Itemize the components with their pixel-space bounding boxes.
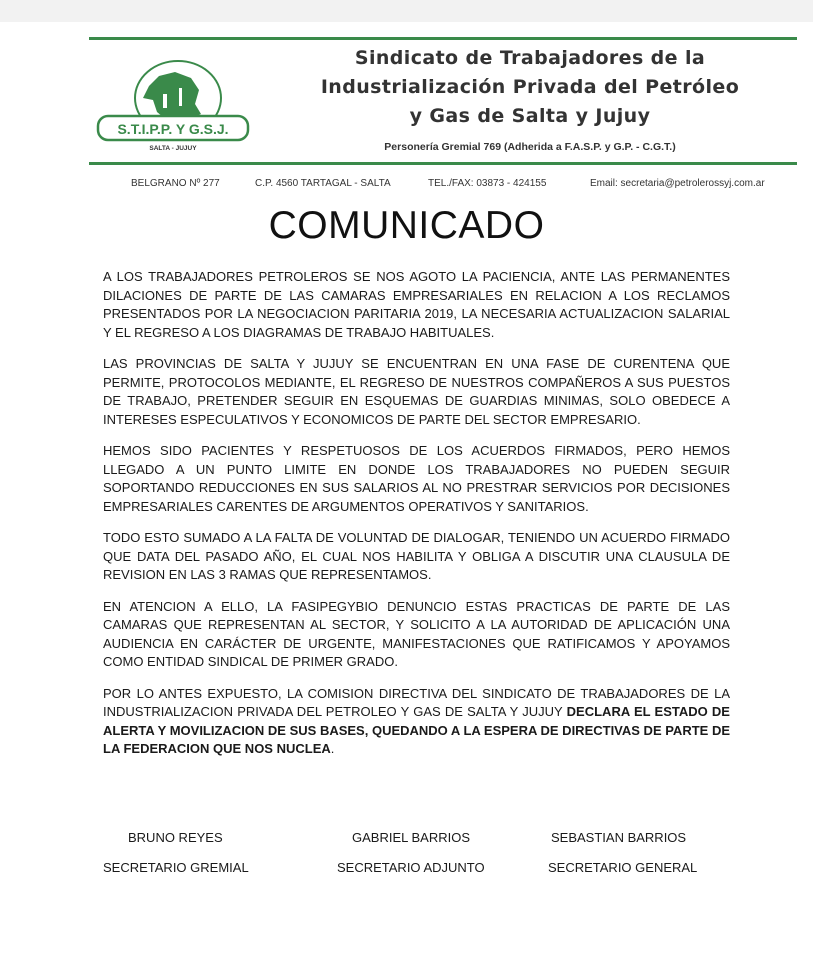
signature-name-3: SEBASTIAN BARRIOS xyxy=(551,830,687,845)
header-top-rule xyxy=(89,37,797,40)
document-title: COMUNICADO xyxy=(268,204,545,247)
union-logo xyxy=(95,58,250,153)
personeria-gremial: Personería Gremial 769 (Adherida a F.A.S.P. y G.P. - C.G.T.) xyxy=(384,141,676,153)
paragraph-3: HEMOS SIDO PACIENTES Y RESPETUOSOS DE LOS ACUERDOS FIRMADOS, PERO HEMOS LLEGADO A UN PUNTO LIMITE EN DONDE LOS TRABAJADORES NO PUEDEN SEGUIR SOPORTANDO REDUCCIONES EN SUS SALARIOS AL NO PRESTRAR SERVICIOS POR DECISIONES EMPRESARIALES CARENTES DE ARGUMENTOS OPERATIVOS Y SANITARIOS. xyxy=(103,443,730,514)
logo-subtext: SALTA - JUJUY xyxy=(149,145,197,152)
logo-text: S.T.I.P.P. Y G.S.J. xyxy=(117,121,229,137)
signature-role-2: SECRETARIO ADJUNTO xyxy=(337,860,485,875)
signature-role-1: SECRETARIO GREMIAL xyxy=(103,860,249,875)
signature-role-3: SECRETARIO GENERAL xyxy=(548,860,698,875)
union-name-line-2: Industrialización Privada del Petróleo xyxy=(320,76,740,98)
union-name-line-1: Sindicato de Trabajadores de la xyxy=(354,47,706,69)
document-body xyxy=(103,268,730,772)
union-name-line-3: y Gas de Salta y Jujuy xyxy=(409,105,651,127)
contact-phone: TEL./FAX: 03873 - 424155 xyxy=(428,178,547,189)
paragraph-4: TODO ESTO SUMADO A LA FALTA DE VOLUNTAD DE DIALOGAR, TENIENDO UN ACUERDO FIRMADO QUE DATA DEL PASADO AÑO, EL CUAL NOS HABILITA Y OBLIGA A DISCUTIR UNA CLAUSULA DE REVISION EN LAS 3 RAMAS QUE REPRESENTAMOS. xyxy=(103,530,730,582)
paragraph-6 xyxy=(103,685,730,759)
final-paragraph-end: . xyxy=(330,741,335,756)
top-band xyxy=(0,0,813,22)
oil-rig-icon xyxy=(163,94,167,108)
contact-address: BELGRANO Nº 277 xyxy=(131,178,220,189)
final-paragraph-declaration: DECLARA EL ESTADO DE ALERTA Y MOVILIZACION DE SUS BASES, QUEDANDO A LA ESPERA DE DIRECTIVAS DE PARTE DE LA FEDERACION QUE NOS NUCLEA xyxy=(103,704,730,756)
final-paragraph-text: POR LO ANTES EXPUESTO, LA COMISION DIRECTIVA DEL SINDICATO DE TRABAJADORES DE LA INDUSTRIALIZACION PRIVADA DEL PETROLEO Y GAS DE SALTA Y JUJUY xyxy=(103,685,730,719)
union-name xyxy=(320,44,740,131)
contact-email: Email: secretaria@petrolerossyj.com.ar xyxy=(590,178,765,189)
paragraph-2: LAS PROVINCIAS DE SALTA Y JUJUY SE ENCUENTRAN EN UNA FASE DE CURENTENA QUE PERMITE, PROTOCOLOS MEDIANTE, EL REGRESO DE NUESTROS COMPAÑEROS A SUS PUESTOS DE TRABAJO, PRETENDER SEGUIR EN ESQUEMAS DE GUARDIAS MINIMAS, SOLO OBEDECE A INTERESES ESPECULATIVOS Y ECONOMICOS DE PARTE DEL SECTOR EMPRESARIO. xyxy=(103,356,730,427)
paragraph-5: EN ATENCION A ELLO, LA FASIPEGYBIO DENUNCIO ESTAS PRACTICAS DE PARTE DE LAS CAMARAS QUE REPRESENTAN AL SECTOR, Y SOLICITO A LA AUTORIDAD DE APLICACIÓN UNA AUDIENCIA EN CARÁCTER DE URGENTE, MANIFESTACIONES QUE RATIFICAMOS Y APOYAMOS COMO ENTIDAD SINDICAL DE PRIMER GRADO. xyxy=(103,598,730,669)
header-bottom-rule xyxy=(89,162,797,165)
contact-city: C.P. 4560 TARTAGAL - SALTA xyxy=(255,178,391,189)
signature-name-1: BRUNO REYES xyxy=(128,830,223,845)
signature-name-2: GABRIEL BARRIOS xyxy=(352,830,470,845)
paragraph-1: A LOS TRABAJADORES PETROLEROS SE NOS AGOTO LA PACIENCIA, ANTE LAS PERMANENTES DILACIONES DE PARTE DE LAS CAMARAS EMPRESARIALES EN RELACION A LOS RECLAMOS PRESENTADOS POR LA NEGOCIACION PARITARIA 2019, LA NECESARIA ACTUALIZACION SALARIAL Y EL REGRESO A LOS DIAGRAMAS DE TRABAJO HABITUALES. xyxy=(103,269,730,340)
